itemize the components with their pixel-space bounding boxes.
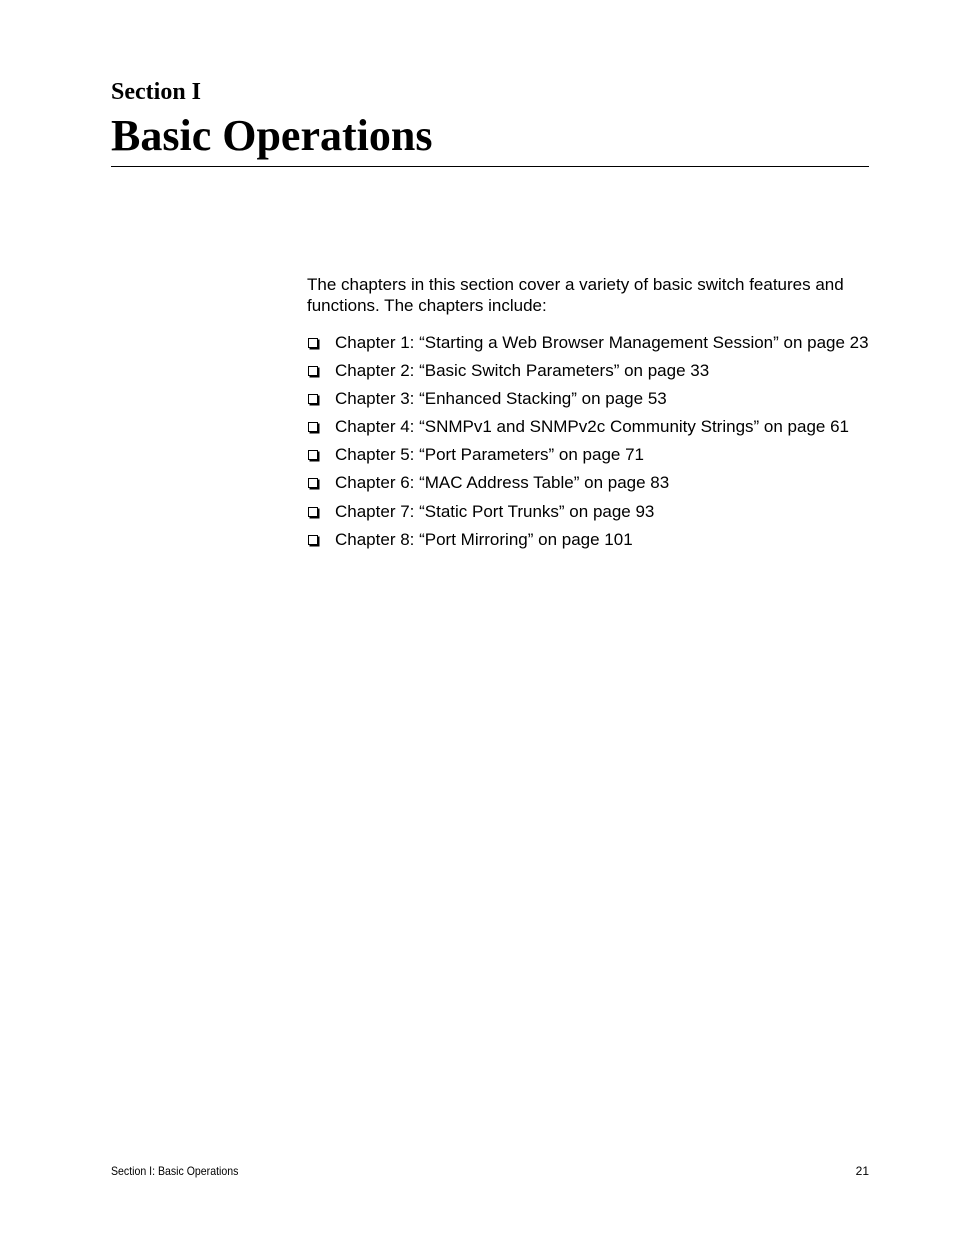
chapter-link[interactable]: Chapter 5: “Port Parameters” on page 71	[335, 445, 644, 465]
footer-section-title: Section I: Basic Operations	[111, 1164, 239, 1178]
intro-paragraph: The chapters in this section cover a variety of basic switch features and functions. The chapters include:	[307, 275, 844, 315]
chapter-link[interactable]: Chapter 7: “Static Port Trunks” on page 93	[335, 501, 655, 521]
checkbox-icon	[308, 507, 318, 517]
checkbox-icon	[308, 535, 318, 545]
chapter-link[interactable]: Chapter 6: “MAC Address Table” on page 83	[335, 473, 670, 493]
list-item	[307, 332, 887, 360]
list-item	[307, 416, 887, 444]
chapter-link[interactable]: Chapter 4: “SNMPv1 and SNMPv2c Community Strings” on page 61	[335, 417, 850, 437]
list-item	[307, 444, 887, 472]
title-divider	[111, 166, 869, 167]
chapter-link[interactable]: Chapter 3: “Enhanced Stacking” on page 53	[335, 389, 667, 409]
checkbox-icon	[308, 422, 318, 432]
list-item	[307, 388, 887, 416]
section-label: Section I	[111, 79, 201, 105]
checkbox-icon	[308, 394, 318, 404]
checkbox-icon	[308, 450, 318, 460]
list-item	[307, 529, 887, 557]
list-item	[307, 472, 887, 500]
checkbox-icon	[308, 366, 318, 376]
list-item	[307, 360, 887, 388]
page-title: Basic Operations	[111, 111, 433, 160]
checkbox-icon	[308, 338, 318, 348]
chapter-link[interactable]: Chapter 2: “Basic Switch Parameters” on page 33	[335, 361, 710, 381]
checkbox-icon	[308, 478, 318, 488]
chapter-link[interactable]: Chapter 8: “Port Mirroring” on page 101	[335, 529, 633, 549]
list-item	[307, 501, 887, 529]
page-number: 21	[855, 1164, 869, 1178]
chapter-list	[307, 332, 887, 557]
chapter-link[interactable]: Chapter 1: “Starting a Web Browser Management Session” on page 23	[335, 333, 869, 352]
